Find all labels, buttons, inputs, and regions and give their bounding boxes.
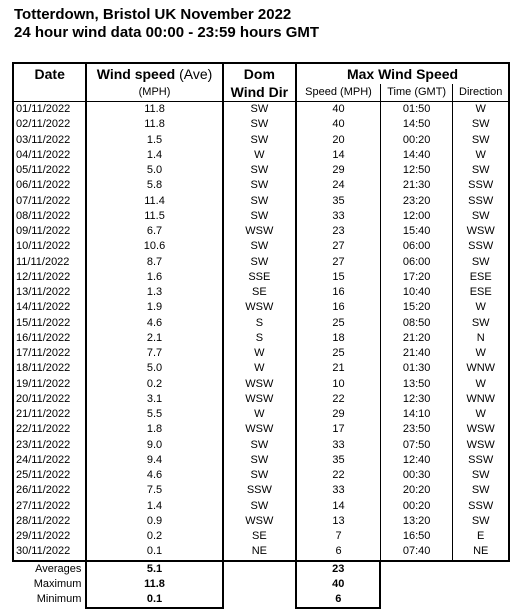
summary-avg-wind-speed: 0.1 bbox=[86, 592, 222, 608]
cell-max-direction: WSW bbox=[453, 438, 509, 453]
table-row bbox=[13, 285, 509, 300]
table-row bbox=[13, 117, 509, 132]
cell-max-speed: 27 bbox=[296, 239, 380, 254]
cell-date: 24/11/2022 bbox=[13, 453, 86, 468]
cell-max-direction: SSW bbox=[453, 239, 509, 254]
cell-dom-wind-dir: NE bbox=[223, 544, 296, 560]
table-row bbox=[13, 102, 509, 118]
cell-date: 08/11/2022 bbox=[13, 209, 86, 224]
cell-avg-wind-speed: 5.0 bbox=[86, 361, 222, 376]
cell-dom-wind-dir: SE bbox=[223, 285, 296, 300]
summary-row bbox=[13, 577, 509, 592]
cell-max-time: 14:40 bbox=[380, 148, 452, 163]
summary-max-speed: 40 bbox=[296, 577, 380, 592]
cell-dom-wind-dir: WSW bbox=[223, 392, 296, 407]
cell-avg-wind-speed: 11.4 bbox=[86, 194, 222, 209]
summary-blank bbox=[453, 592, 509, 608]
cell-max-time: 07:50 bbox=[380, 438, 452, 453]
summary-row bbox=[13, 561, 509, 577]
cell-max-direction: SW bbox=[453, 316, 509, 331]
cell-date: 15/11/2022 bbox=[13, 316, 86, 331]
cell-max-speed: 16 bbox=[296, 300, 380, 315]
cell-max-direction: W bbox=[453, 407, 509, 422]
cell-max-direction: SW bbox=[453, 209, 509, 224]
cell-dom-wind-dir: W bbox=[223, 361, 296, 376]
summary-avg-wind-speed: 5.1 bbox=[86, 561, 222, 577]
table-row bbox=[13, 422, 509, 437]
cell-max-speed: 14 bbox=[296, 499, 380, 514]
cell-date: 19/11/2022 bbox=[13, 377, 86, 392]
cell-dom-wind-dir: SSW bbox=[223, 483, 296, 498]
summary-blank bbox=[453, 561, 509, 577]
table-row bbox=[13, 392, 509, 407]
cell-max-speed: 6 bbox=[296, 544, 380, 560]
summary-row bbox=[13, 592, 509, 608]
cell-max-time: 08:50 bbox=[380, 316, 452, 331]
cell-max-speed: 18 bbox=[296, 331, 380, 346]
cell-max-time: 07:40 bbox=[380, 544, 452, 560]
cell-max-time: 06:00 bbox=[380, 255, 452, 270]
cell-avg-wind-speed: 0.1 bbox=[86, 544, 222, 560]
header-row-1 bbox=[13, 63, 509, 84]
table-row bbox=[13, 255, 509, 270]
cell-date: 30/11/2022 bbox=[13, 544, 86, 560]
cell-avg-wind-speed: 9.0 bbox=[86, 438, 222, 453]
summary-blank bbox=[223, 561, 296, 577]
cell-max-speed: 22 bbox=[296, 392, 380, 407]
cell-avg-wind-speed: 0.2 bbox=[86, 377, 222, 392]
table-row bbox=[13, 316, 509, 331]
cell-max-direction: SW bbox=[453, 117, 509, 132]
header-speed-mph: Speed (MPH) bbox=[296, 84, 380, 102]
cell-max-time: 12:50 bbox=[380, 163, 452, 178]
summary-blank bbox=[453, 577, 509, 592]
cell-dom-wind-dir: SW bbox=[223, 255, 296, 270]
cell-max-direction: NE bbox=[453, 544, 509, 560]
cell-max-speed: 14 bbox=[296, 148, 380, 163]
cell-max-speed: 20 bbox=[296, 133, 380, 148]
cell-max-direction: SW bbox=[453, 255, 509, 270]
cell-max-time: 14:10 bbox=[380, 407, 452, 422]
table-row bbox=[13, 499, 509, 514]
cell-dom-wind-dir: WSW bbox=[223, 514, 296, 529]
cell-date: 28/11/2022 bbox=[13, 514, 86, 529]
table-row bbox=[13, 209, 509, 224]
cell-date: 05/11/2022 bbox=[13, 163, 86, 178]
cell-max-direction: SW bbox=[453, 133, 509, 148]
cell-dom-wind-dir: W bbox=[223, 148, 296, 163]
cell-avg-wind-speed: 0.9 bbox=[86, 514, 222, 529]
cell-max-speed: 7 bbox=[296, 529, 380, 544]
cell-max-time: 00:20 bbox=[380, 133, 452, 148]
table-row bbox=[13, 270, 509, 285]
cell-max-direction: W bbox=[453, 300, 509, 315]
cell-date: 12/11/2022 bbox=[13, 270, 86, 285]
cell-avg-wind-speed: 1.4 bbox=[86, 148, 222, 163]
cell-max-direction: WNW bbox=[453, 392, 509, 407]
cell-avg-wind-speed: 10.6 bbox=[86, 239, 222, 254]
cell-dom-wind-dir: WSW bbox=[223, 377, 296, 392]
summary-label: Maximum bbox=[33, 577, 82, 590]
cell-max-time: 16:50 bbox=[380, 529, 452, 544]
cell-dom-wind-dir: SW bbox=[223, 178, 296, 193]
cell-max-direction: WSW bbox=[453, 224, 509, 239]
cell-date: 18/11/2022 bbox=[13, 361, 86, 376]
summary-blank bbox=[223, 592, 296, 608]
cell-dom-wind-dir: SW bbox=[223, 117, 296, 132]
cell-avg-wind-speed: 11.5 bbox=[86, 209, 222, 224]
cell-avg-wind-speed: 0.2 bbox=[86, 529, 222, 544]
cell-dom-wind-dir: SSE bbox=[223, 270, 296, 285]
cell-max-time: 06:00 bbox=[380, 239, 452, 254]
cell-avg-wind-speed: 5.0 bbox=[86, 163, 222, 178]
cell-dom-wind-dir: SW bbox=[223, 499, 296, 514]
table-row bbox=[13, 483, 509, 498]
cell-avg-wind-speed: 5.5 bbox=[86, 407, 222, 422]
cell-max-direction: N bbox=[453, 331, 509, 346]
cell-max-time: 10:40 bbox=[380, 285, 452, 300]
title-line-1: Totterdown, Bristol UK November 2022 bbox=[14, 6, 292, 23]
cell-max-direction: SSW bbox=[453, 178, 509, 193]
cell-max-direction: W bbox=[453, 377, 509, 392]
cell-avg-wind-speed: 5.8 bbox=[86, 178, 222, 193]
cell-max-direction: SW bbox=[453, 163, 509, 178]
cell-max-time: 17:20 bbox=[380, 270, 452, 285]
cell-max-speed: 29 bbox=[296, 163, 380, 178]
cell-date: 26/11/2022 bbox=[13, 483, 86, 498]
cell-date: 02/11/2022 bbox=[13, 117, 86, 132]
table-row bbox=[13, 224, 509, 239]
header-dom: Dom bbox=[223, 63, 296, 84]
cell-max-speed: 40 bbox=[296, 102, 380, 118]
header-wind-speed-label: Wind speed bbox=[96, 66, 176, 82]
header-wind-dir: Wind Dir bbox=[223, 84, 296, 102]
cell-max-time: 20:20 bbox=[380, 483, 452, 498]
cell-max-speed: 23 bbox=[296, 224, 380, 239]
summary-blank bbox=[380, 561, 452, 577]
summary-blank bbox=[223, 577, 296, 592]
cell-dom-wind-dir: W bbox=[223, 346, 296, 361]
table-row bbox=[13, 468, 509, 483]
header-date-blank bbox=[13, 84, 86, 102]
cell-date: 17/11/2022 bbox=[13, 346, 86, 361]
cell-avg-wind-speed: 1.4 bbox=[86, 499, 222, 514]
cell-max-speed: 35 bbox=[296, 194, 380, 209]
header-max-wind-speed: Max Wind Speed bbox=[296, 63, 509, 84]
cell-date: 11/11/2022 bbox=[13, 255, 86, 270]
cell-date: 09/11/2022 bbox=[13, 224, 86, 239]
cell-max-speed: 13 bbox=[296, 514, 380, 529]
cell-dom-wind-dir: SW bbox=[223, 163, 296, 178]
cell-avg-wind-speed: 7.5 bbox=[86, 483, 222, 498]
cell-max-direction: SSW bbox=[453, 499, 509, 514]
cell-dom-wind-dir: SW bbox=[223, 239, 296, 254]
cell-avg-wind-speed: 7.7 bbox=[86, 346, 222, 361]
table-row bbox=[13, 514, 509, 529]
cell-max-time: 01:30 bbox=[380, 361, 452, 376]
cell-dom-wind-dir: WSW bbox=[223, 422, 296, 437]
cell-date: 23/11/2022 bbox=[13, 438, 86, 453]
cell-max-speed: 27 bbox=[296, 255, 380, 270]
cell-date: 14/11/2022 bbox=[13, 300, 86, 315]
cell-date: 01/11/2022 bbox=[13, 102, 86, 118]
cell-avg-wind-speed: 4.6 bbox=[86, 468, 222, 483]
cell-avg-wind-speed: 1.9 bbox=[86, 300, 222, 315]
cell-max-time: 12:40 bbox=[380, 453, 452, 468]
cell-dom-wind-dir: S bbox=[223, 331, 296, 346]
table-row bbox=[13, 544, 509, 560]
cell-date: 27/11/2022 bbox=[13, 499, 86, 514]
cell-date: 04/11/2022 bbox=[13, 148, 86, 163]
cell-max-speed: 21 bbox=[296, 361, 380, 376]
cell-max-time: 00:20 bbox=[380, 499, 452, 514]
summary-label: Minimum bbox=[36, 593, 82, 605]
cell-dom-wind-dir: SW bbox=[223, 102, 296, 118]
cell-max-time: 23:20 bbox=[380, 194, 452, 209]
cell-max-time: 01:50 bbox=[380, 102, 452, 118]
summary-avg-wind-speed: 11.8 bbox=[86, 577, 222, 592]
table-row bbox=[13, 239, 509, 254]
cell-avg-wind-speed: 11.8 bbox=[86, 102, 222, 118]
cell-max-time: 23:50 bbox=[380, 422, 452, 437]
cell-max-speed: 15 bbox=[296, 270, 380, 285]
table-row bbox=[13, 407, 509, 422]
summary-max-speed: 6 bbox=[296, 592, 380, 608]
cell-avg-wind-speed: 1.8 bbox=[86, 422, 222, 437]
table-row bbox=[13, 133, 509, 148]
cell-avg-wind-speed: 6.7 bbox=[86, 224, 222, 239]
cell-avg-wind-speed: 3.1 bbox=[86, 392, 222, 407]
cell-max-speed: 10 bbox=[296, 377, 380, 392]
table-row bbox=[13, 377, 509, 392]
cell-max-speed: 29 bbox=[296, 407, 380, 422]
cell-avg-wind-speed: 2.1 bbox=[86, 331, 222, 346]
cell-max-speed: 35 bbox=[296, 453, 380, 468]
cell-max-time: 12:30 bbox=[380, 392, 452, 407]
cell-date: 21/11/2022 bbox=[13, 407, 86, 422]
cell-max-speed: 22 bbox=[296, 468, 380, 483]
cell-dom-wind-dir: WSW bbox=[223, 300, 296, 315]
cell-max-time: 12:00 bbox=[380, 209, 452, 224]
table-row bbox=[13, 361, 509, 376]
cell-date: 10/11/2022 bbox=[13, 239, 86, 254]
summary-blank bbox=[380, 577, 452, 592]
cell-max-direction: ESE bbox=[453, 270, 509, 285]
table-row bbox=[13, 438, 509, 453]
header-date: Date bbox=[13, 63, 86, 84]
header-wind-speed-suffix: (Ave) bbox=[175, 66, 213, 82]
table-row bbox=[13, 163, 509, 178]
cell-dom-wind-dir: S bbox=[223, 316, 296, 331]
cell-max-direction: SSW bbox=[453, 453, 509, 468]
title-line-2: 24 hour wind data 00:00 - 23:59 hours GMT bbox=[14, 24, 320, 41]
cell-max-time: 15:40 bbox=[380, 224, 452, 239]
cell-max-speed: 24 bbox=[296, 178, 380, 193]
cell-date: 22/11/2022 bbox=[13, 422, 86, 437]
header-row-2 bbox=[13, 84, 509, 102]
cell-max-direction: SW bbox=[453, 514, 509, 529]
cell-max-time: 00:30 bbox=[380, 468, 452, 483]
cell-dom-wind-dir: SW bbox=[223, 453, 296, 468]
summary-label: Averages bbox=[35, 562, 82, 575]
table-row bbox=[13, 148, 509, 163]
cell-max-direction: W bbox=[453, 346, 509, 361]
cell-avg-wind-speed: 8.7 bbox=[86, 255, 222, 270]
cell-max-speed: 25 bbox=[296, 346, 380, 361]
cell-avg-wind-speed: 9.4 bbox=[86, 453, 222, 468]
cell-dom-wind-dir: SW bbox=[223, 133, 296, 148]
cell-max-speed: 33 bbox=[296, 438, 380, 453]
cell-date: 07/11/2022 bbox=[13, 194, 86, 209]
header-wind-speed bbox=[86, 63, 222, 84]
cell-date: 16/11/2022 bbox=[13, 331, 86, 346]
cell-date: 06/11/2022 bbox=[13, 178, 86, 193]
table-row bbox=[13, 453, 509, 468]
cell-max-direction: W bbox=[453, 148, 509, 163]
cell-max-speed: 40 bbox=[296, 117, 380, 132]
cell-dom-wind-dir: SW bbox=[223, 209, 296, 224]
summary-blank bbox=[380, 592, 452, 608]
cell-avg-wind-speed: 1.3 bbox=[86, 285, 222, 300]
cell-max-direction: SW bbox=[453, 483, 509, 498]
table-row bbox=[13, 529, 509, 544]
cell-date: 25/11/2022 bbox=[13, 468, 86, 483]
cell-max-speed: 17 bbox=[296, 422, 380, 437]
cell-dom-wind-dir: SE bbox=[223, 529, 296, 544]
cell-max-time: 21:20 bbox=[380, 331, 452, 346]
cell-dom-wind-dir: W bbox=[223, 407, 296, 422]
header-time-gmt: Time (GMT) bbox=[380, 84, 452, 102]
header-direction: Direction bbox=[453, 84, 509, 102]
cell-max-direction: WSW bbox=[453, 422, 509, 437]
cell-max-speed: 33 bbox=[296, 483, 380, 498]
cell-max-direction: E bbox=[453, 529, 509, 544]
cell-max-time: 21:40 bbox=[380, 346, 452, 361]
cell-date: 13/11/2022 bbox=[13, 285, 86, 300]
table-row bbox=[13, 178, 509, 193]
cell-max-time: 21:30 bbox=[380, 178, 452, 193]
cell-dom-wind-dir: WSW bbox=[223, 224, 296, 239]
cell-dom-wind-dir: SW bbox=[223, 468, 296, 483]
table-row bbox=[13, 300, 509, 315]
table-row bbox=[13, 346, 509, 361]
cell-max-time: 15:20 bbox=[380, 300, 452, 315]
cell-max-direction: SSW bbox=[453, 194, 509, 209]
cell-max-speed: 25 bbox=[296, 316, 380, 331]
cell-max-time: 13:20 bbox=[380, 514, 452, 529]
cell-max-time: 14:50 bbox=[380, 117, 452, 132]
cell-max-direction: ESE bbox=[453, 285, 509, 300]
cell-max-direction: SW bbox=[453, 468, 509, 483]
cell-max-direction: WNW bbox=[453, 361, 509, 376]
cell-max-speed: 16 bbox=[296, 285, 380, 300]
header-wind-speed-unit: (MPH) bbox=[86, 84, 222, 102]
cell-avg-wind-speed: 1.5 bbox=[86, 133, 222, 148]
cell-avg-wind-speed: 1.6 bbox=[86, 270, 222, 285]
cell-avg-wind-speed: 11.8 bbox=[86, 117, 222, 132]
cell-dom-wind-dir: SW bbox=[223, 194, 296, 209]
cell-date: 20/11/2022 bbox=[13, 392, 86, 407]
table-row bbox=[13, 194, 509, 209]
cell-max-time: 13:50 bbox=[380, 377, 452, 392]
cell-date: 29/11/2022 bbox=[13, 529, 86, 544]
cell-max-speed: 33 bbox=[296, 209, 380, 224]
cell-max-direction: W bbox=[453, 102, 509, 118]
cell-avg-wind-speed: 4.6 bbox=[86, 316, 222, 331]
summary-max-speed: 23 bbox=[296, 561, 380, 577]
cell-date: 03/11/2022 bbox=[13, 133, 86, 148]
cell-dom-wind-dir: SW bbox=[223, 438, 296, 453]
table-row bbox=[13, 331, 509, 346]
wind-data-table bbox=[12, 62, 510, 609]
